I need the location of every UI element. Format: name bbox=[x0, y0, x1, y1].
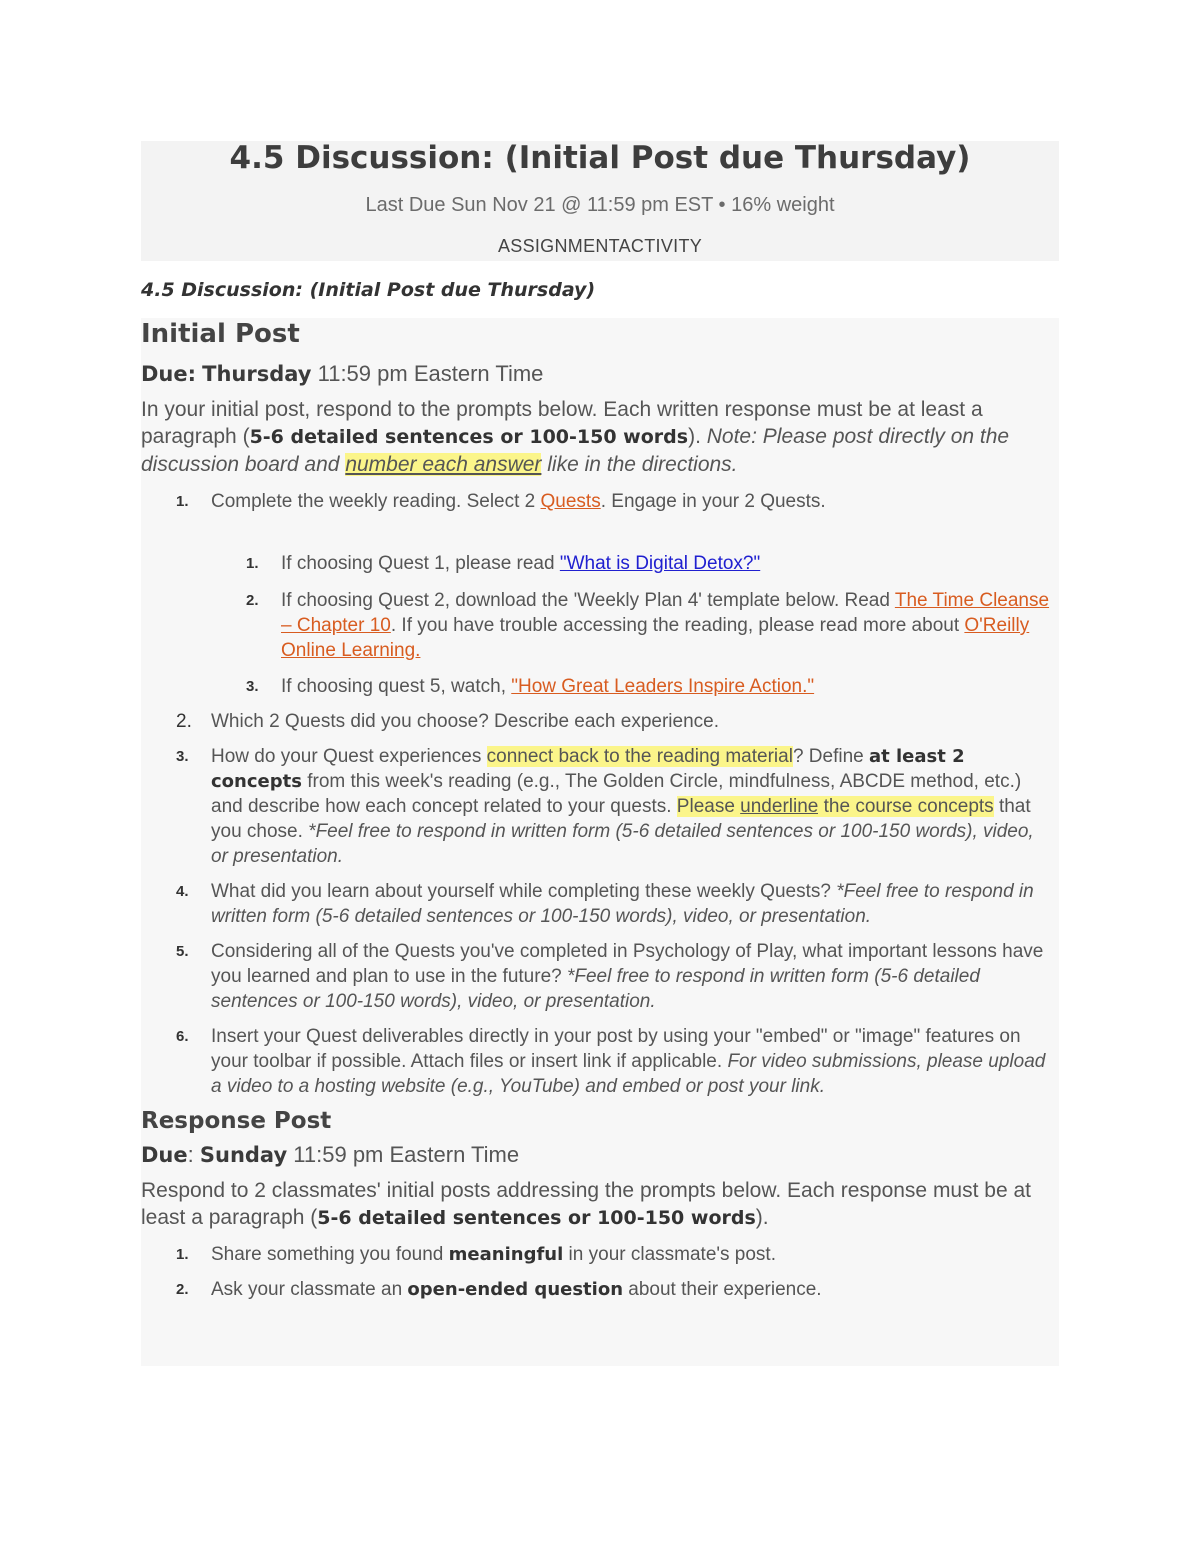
response-due: Due: Sunday 11:59 pm Eastern Time bbox=[141, 1142, 520, 1167]
due-day: Sunday bbox=[199, 1143, 288, 1167]
initial-post-heading: Initial Post bbox=[141, 319, 300, 349]
due-time: 11:59 pm Eastern Time bbox=[317, 361, 544, 386]
highlight-connect-back: connect back to the reading material bbox=[486, 746, 793, 767]
time-cleanse-link[interactable]: The Time Cleanse – Chapter 10 bbox=[281, 590, 1050, 636]
initial-due bbox=[141, 360, 1053, 388]
highlight-number-each-answer: number each answer bbox=[345, 453, 542, 476]
list-item: 1. Complete the weekly reading. Select 2 Quests. Engage in your 2 Quests. bbox=[176, 491, 826, 512]
reading-sublist bbox=[141, 551, 1053, 699]
response-intro: Respond to 2 classmates' initial posts addressing the prompts below. Each response must be at least a paragraph (5-6 detailed sentences or 100-150 words). bbox=[141, 1179, 1031, 1229]
due-time: 11:59 pm Eastern Time bbox=[293, 1142, 520, 1167]
list-item: 2. If choosing Quest 2, download the 'Weekly Plan 4' template below. Read The Time Cleanse – Chapter 10. If you have trouble accessing the reading, please read more about O'Reilly Online Learning. bbox=[246, 590, 1050, 661]
list-item: 3. If choosing quest 5, watch, "How Great Leaders Inspire Action." bbox=[246, 676, 815, 697]
initial-prompts-list bbox=[141, 489, 1053, 551]
assignment-subtitle: 4.5 Discussion: (Initial Post due Thursday) bbox=[141, 279, 596, 301]
great-leaders-link[interactable]: "How Great Leaders Inspire Action." bbox=[511, 676, 815, 697]
due-day: Thursday bbox=[202, 362, 312, 386]
due-label: Due bbox=[141, 1143, 188, 1167]
assignment-content bbox=[141, 318, 1053, 1302]
assignment-type: ASSIGNMENTACTIVITY bbox=[497, 236, 703, 256]
response-post-heading: Response Post bbox=[141, 1108, 332, 1134]
oreilly-link[interactable]: O'Reilly Online Learning. bbox=[281, 615, 1030, 661]
due-label: Due: bbox=[141, 362, 197, 386]
list-item: 6. Insert your Quest deliverables directly in your post by using your "embed" or "image" features on your toolbar if possible. Attach files or insert link if applicable. For video submissions, please upload a video to a hosting website (e.g., YouTube) and embed or post your link. bbox=[176, 1026, 1046, 1097]
due-meta: Last Due Sun Nov 21 @ 11:59 pm EST • 16% weight bbox=[365, 194, 835, 216]
initial-intro: In your initial post, respond to the prompts below. Each written response must be at least a paragraph (5-6 detailed sentences or 100-150 words). Note: Please post directly on the discussion board and number each answer like in the directions. bbox=[141, 398, 1010, 476]
quests-link[interactable]: Quests bbox=[540, 491, 601, 512]
list-item: 5. Considering all of the Quests you've completed in Psychology of Play, what important lessons have you learned and plan to use in the future? *Feel free to respond in written form (5-6 detailed sentences or 100-150 words), video, or presentation. bbox=[176, 941, 1044, 1012]
list-item: 2. Which 2 Quests did you choose? Describe each experience. bbox=[176, 711, 719, 732]
list-item: 4. What did you learn about yourself while completing these weekly Quests? *Feel free to respond in written form (5-6 detailed sentences or 100-150 words), video, or presentation. bbox=[176, 881, 1034, 927]
digital-detox-link[interactable]: "What is Digital Detox?" bbox=[559, 553, 761, 574]
list-item: 1. Share something you found meaningful in your classmate's post. bbox=[176, 1244, 776, 1265]
list-item: 1. If choosing Quest 1, please read "What is Digital Detox?" bbox=[246, 553, 761, 574]
list-item: 2. Ask your classmate an open-ended question about their experience. bbox=[176, 1279, 822, 1300]
list-item: 3. How do your Quest experiences connect back to the reading material? Define at least 2 concepts from this week's reading (e.g., The Golden Circle, mindfulness, ABCDE method, etc.) and describe how each concept related to your quests. Please underline the course concepts that you chose. *Feel free to respond in written form (5-6 detailed sentences or 100-150 words), video, or presentation. bbox=[176, 746, 1034, 867]
initial-prompts-list-continued bbox=[141, 709, 1053, 1099]
response-prompts-list bbox=[141, 1242, 1053, 1302]
page-title: 4.5 Discussion: (Initial Post due Thursday) bbox=[229, 140, 971, 176]
